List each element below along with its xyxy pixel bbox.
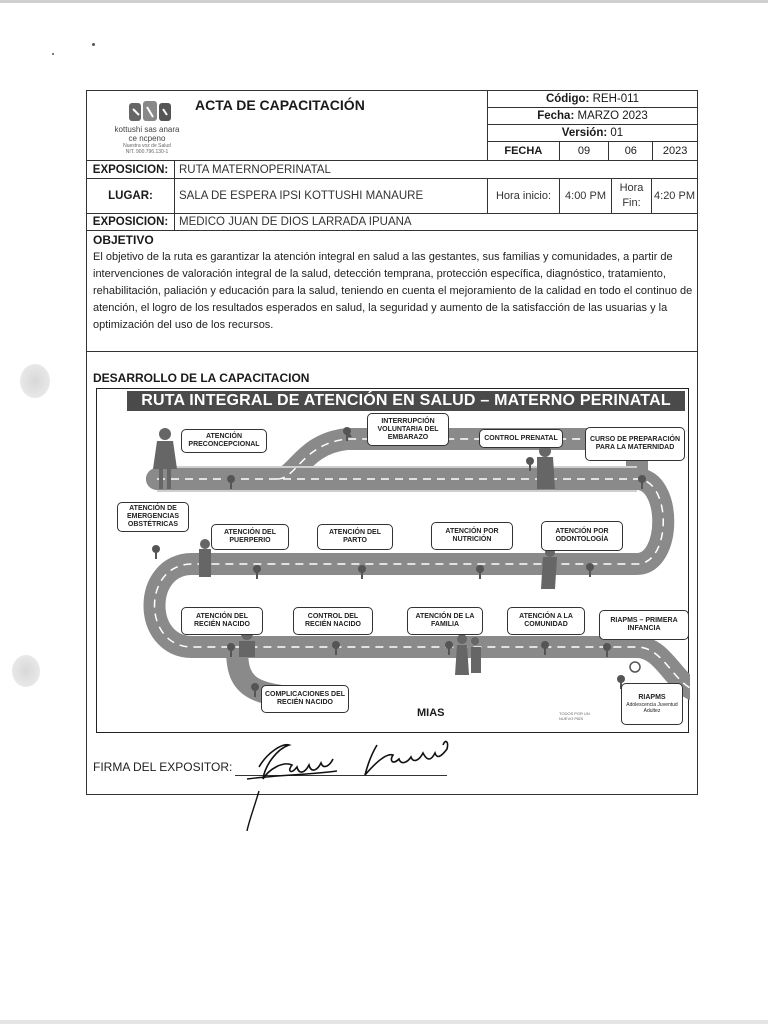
logo-name: kottushi sas anara: [114, 125, 180, 134]
stop-recien-nacido: ATENCIÓN DEL RECIÉN NACIDO: [181, 607, 263, 635]
stop-riapms-primera-infancia: RIAPMS – PRIMERA INFANCIA: [599, 610, 689, 640]
codigo-value: REH-011: [592, 93, 640, 105]
riapms-title: RIAPMS: [638, 694, 666, 701]
riapms-subtitle: Adolescencia Juventud Adultez: [626, 702, 678, 714]
exposition-label: EXPOSICION:: [87, 161, 175, 178]
session-date-row: [488, 142, 697, 160]
version-label: Versión:: [561, 127, 608, 139]
ministry-logo: TODOS POR UN NUEVO PAÍS: [559, 711, 590, 721]
start-time-label: Hora inicio:: [487, 179, 559, 213]
scan-speck: [52, 53, 54, 55]
stop-odontologia: ATENCIÓN POR ODONTOLOGÍA: [541, 521, 623, 551]
stop-parto: ATENCIÓN DEL PARTO: [317, 524, 393, 550]
exposition-topic-row: [87, 161, 697, 179]
route-banner: RUTA INTEGRAL DE ATENCIÓN EN SALUD – MATERNO PERINATAL: [127, 391, 685, 411]
session-date-label: FECHA: [488, 142, 560, 160]
training-record-document: [86, 90, 698, 795]
stop-control-prenatal: CONTROL PRENATAL: [479, 429, 563, 448]
punch-hole-bottom: [12, 655, 40, 687]
document-code-box: [487, 91, 697, 161]
codigo-label: Código:: [545, 93, 590, 105]
fecha-value: MARZO 2023: [577, 110, 648, 122]
objective-title: OBJETIVO: [93, 233, 154, 247]
location-label: LUGAR:: [87, 179, 175, 213]
version-value: 01: [610, 127, 624, 139]
stop-interrupcion-voluntaria: INTERRUPCIÓN VOLUNTARIA DEL EMBARAZO: [367, 413, 449, 446]
company-logo: [91, 95, 191, 157]
stop-riapms-adolescencia: [621, 683, 683, 725]
stop-emergencias-obstetricas: ATENCIÓN DE EMERGENCIAS OBSTÉTRICAS: [117, 502, 189, 532]
stop-atencion-comunidad: ATENCIÓN A LA COMUNIDAD: [507, 607, 585, 635]
start-time-value: 4:00 PM: [559, 179, 611, 213]
stop-preconcepcional: ATENCIÓN PRECONCEPCIONAL: [181, 429, 267, 453]
session-month: 06: [609, 142, 653, 160]
stop-complicaciones-recien-nacido: COMPLICACIONES DEL RECIÉN NACIDO: [261, 685, 349, 713]
session-year: 2023: [662, 145, 688, 157]
document-header: [87, 91, 697, 161]
section-divider: [87, 351, 697, 352]
location-value: SALA DE ESPERA IPSI KOTTUSHI MANAURE: [179, 190, 424, 202]
version-row: [488, 125, 697, 142]
hands-logo-icon: [121, 99, 201, 127]
maternal-perinatal-route-figure: [96, 388, 689, 733]
logo-nit: NIT. 900.796.130-1: [125, 149, 169, 155]
stop-atencion-familia: ATENCIÓN DE LA FAMILIA: [407, 607, 483, 635]
code-row: [488, 91, 697, 108]
objective-text: El objetivo de la ruta es garantizar la atención integral en salud a las gestantes, sus familias y comunidades, a partir de intervenciones de valoración integral de la salud, detección temprana, protección específica, diagnóstico, tratamiento, rehabilitación, paliación y educación para la salud, teniendo en cuenta el mejoramiento de la calidad en todo el continuo de atención, el logro de los resultados esperados en salud, la seguridad y aumento de la satisfacción de las usuarias y la optimización del uso de los recursos.: [93, 251, 693, 331]
signature-label: FIRMA DEL EXPOSITOR:: [93, 760, 233, 774]
speaker-label: EXPOSICION:: [87, 214, 175, 230]
stop-curso-preparacion: CURSO DE PREPARACIÓN PARA LA MATERNIDAD: [585, 427, 685, 461]
end-time-value: 4:20 PM: [651, 179, 697, 213]
session-day: 09: [560, 142, 610, 160]
scan-edge: [0, 0, 768, 3]
stop-puerperio: ATENCIÓN DEL PUERPERIO: [211, 524, 289, 550]
exposition-topic: RUTA MATERNOPERINATAL: [179, 163, 331, 176]
document-title: ACTA DE CAPACITACIÓN: [195, 97, 365, 113]
date-row: [488, 108, 697, 125]
stop-nutricion: ATENCIÓN POR NUTRICIÓN: [431, 522, 513, 550]
punch-hole-top: [20, 364, 50, 398]
stop-control-recien-nacido: CONTROL DEL RECIÉN NACIDO: [293, 607, 373, 635]
end-time-label: Hora Fin:: [611, 179, 651, 213]
development-title: DESARROLLO DE LA CAPACITACION: [93, 371, 310, 385]
logo-text: [97, 125, 197, 155]
speaker-name: MEDICO JUAN DE DIOS LARRADA IPUANA: [179, 216, 412, 228]
logo-sub: ce ncpeno: [128, 134, 166, 143]
logo-tagline: Nuestra voz de Salud: [123, 143, 171, 149]
scan-bottom-edge: [0, 1020, 768, 1024]
location-row: [87, 179, 697, 214]
handwritten-signature-icon: [237, 731, 467, 831]
scan-speck: [92, 43, 95, 46]
mias-label: MIAS: [417, 707, 445, 719]
fecha-label: Fecha:: [537, 110, 575, 122]
exposition-speaker-row: [87, 214, 697, 231]
